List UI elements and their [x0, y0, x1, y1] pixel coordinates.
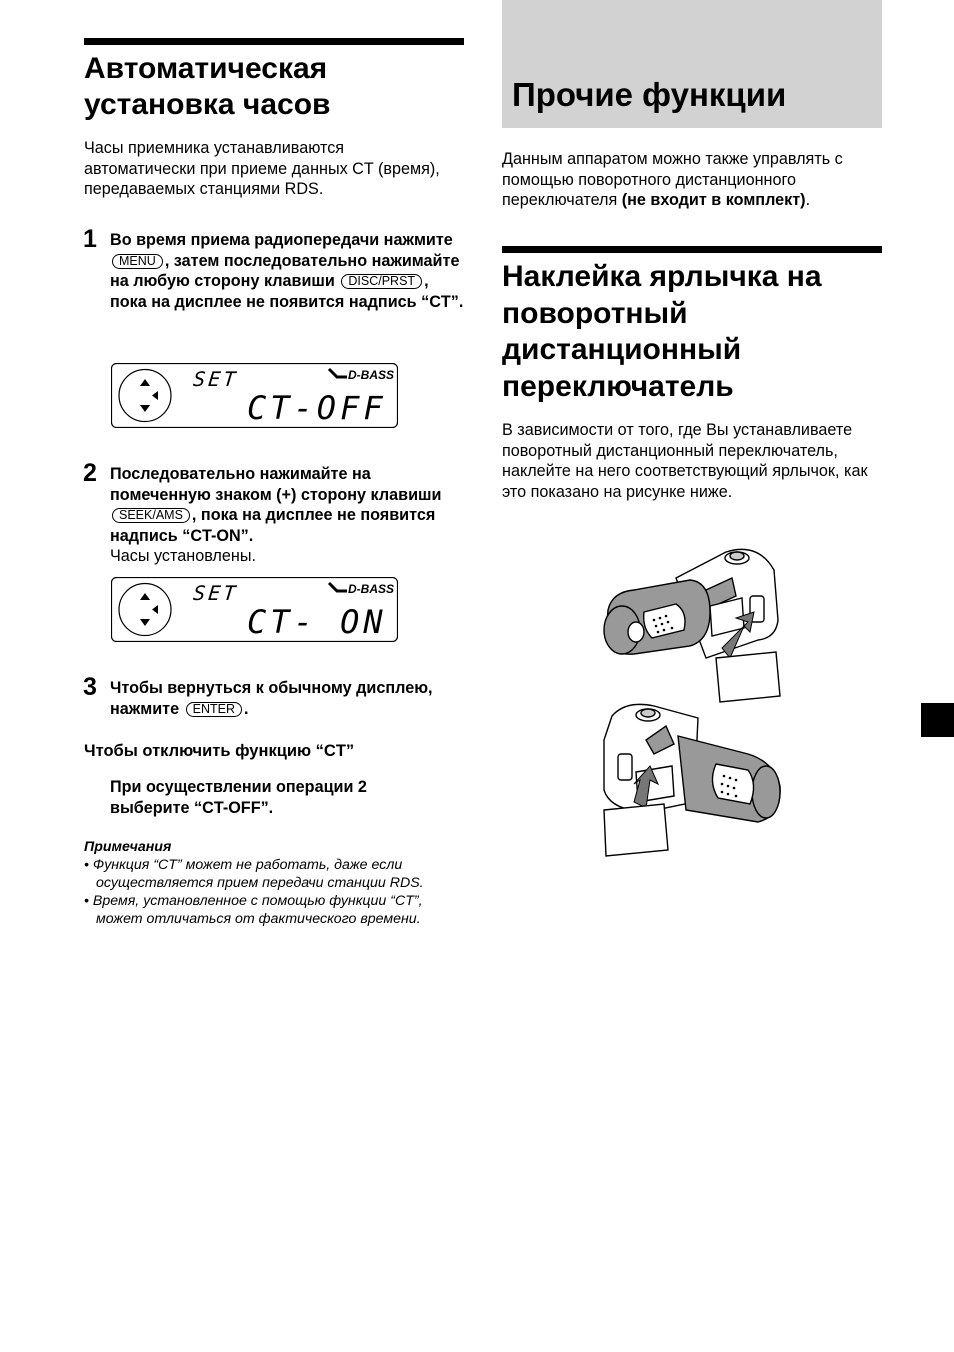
- note-bullet: •: [84, 893, 89, 909]
- other-functions-title: Прочие функции: [512, 76, 787, 113]
- step-2-text: [110, 464, 466, 567]
- rotary-commander-top: [604, 549, 778, 658]
- rotary-commander-bottom: [604, 704, 780, 822]
- note-text: Функция “CT” может не работать, даже если осуществляется прием передачи станции RDS.: [92, 857, 424, 891]
- step-3-number: 3: [83, 673, 97, 701]
- step-3-text-b: .: [244, 699, 249, 718]
- step-3-text-a: Чтобы вернуться к обычному дисплею, нажмите: [110, 679, 433, 718]
- rotary-commander-illustration: [598, 540, 788, 860]
- lcd-set-text: SET: [192, 367, 240, 391]
- note-item: [84, 856, 464, 892]
- cancel-text: При осуществлении операции 2 выберите “CT-OFF”.: [110, 778, 367, 817]
- left-section-title: Автоматическая установка часов: [84, 52, 331, 121]
- menu-key: MENU: [112, 254, 163, 269]
- step-1-text-a: Во время приема радиопередачи нажмите: [110, 231, 453, 249]
- notes-title: Примечания: [84, 839, 172, 855]
- lcd-dbass-badge: D-BASS: [348, 582, 395, 596]
- step-2-result: Часы установлены.: [110, 547, 256, 565]
- step-2-number: 2: [83, 459, 97, 487]
- label-section-text: В зависимости от того, где Вы устанавливаете поворотный дистанционный переключатель, наклейте на него соответствующий ярлычок, как это показано на рисунке ниже.: [502, 421, 868, 501]
- lcd-display-ct-on: [111, 577, 398, 642]
- lcd-main-text: CT-OFF: [247, 389, 387, 427]
- notes-block: [84, 838, 464, 928]
- step-1-text: [110, 230, 466, 312]
- right-title-rule: [502, 246, 882, 253]
- step-1-text-c: , пока на дисплее не появится надпись “CT”.: [110, 272, 464, 311]
- label-sticker-bottom: [604, 804, 668, 856]
- note-text: Время, установленное с помощью функции “CT”, может отличаться от фактического времени.: [92, 893, 423, 927]
- step-3-text: [110, 678, 466, 719]
- disc-prst-key: DISC/PRST: [341, 274, 422, 289]
- page-edge-tab: [921, 703, 954, 737]
- lcd-display-ct-off: [111, 363, 398, 428]
- lcd-set-text: SET: [192, 581, 240, 605]
- intro-part-b: (не входит в комплект): [621, 191, 806, 209]
- intro-part-a: Данным аппаратом можно также управлять с помощью поворотного дистанционного переключателя: [502, 150, 843, 209]
- seek-ams-key: SEEK/AMS: [112, 508, 190, 523]
- note-item: [84, 892, 464, 928]
- left-intro: Часы приемника устанавливаются автоматически при приеме данных CT (время), передаваемых станциями RDS.: [84, 139, 440, 198]
- intro-part-c: .: [805, 191, 811, 209]
- cancel-heading: Чтобы отключить функцию “CT”: [84, 742, 355, 760]
- enter-key: ENTER: [186, 702, 242, 717]
- label-section-title: Наклейка ярлычка на поворотный дистанционный переключатель: [502, 260, 822, 403]
- step-2-text-b: , пока на дисплее не появится надпись “CT-ON”.: [110, 506, 436, 545]
- other-functions-intro: [502, 149, 886, 211]
- step-1-number: 1: [83, 225, 97, 253]
- label-sticker-top: [716, 652, 780, 702]
- lcd-dbass-badge: D-BASS: [348, 368, 395, 382]
- step-1-text-b: , затем последовательно нажимайте на любую сторону клавиши: [110, 251, 460, 290]
- left-title-rule: [84, 38, 464, 45]
- lcd-main-text: CT- ON: [247, 603, 387, 641]
- step-2-text-a: Последовательно нажимайте на помеченную знаком (+) сторону клавиши: [110, 465, 442, 504]
- note-bullet: •: [84, 857, 89, 873]
